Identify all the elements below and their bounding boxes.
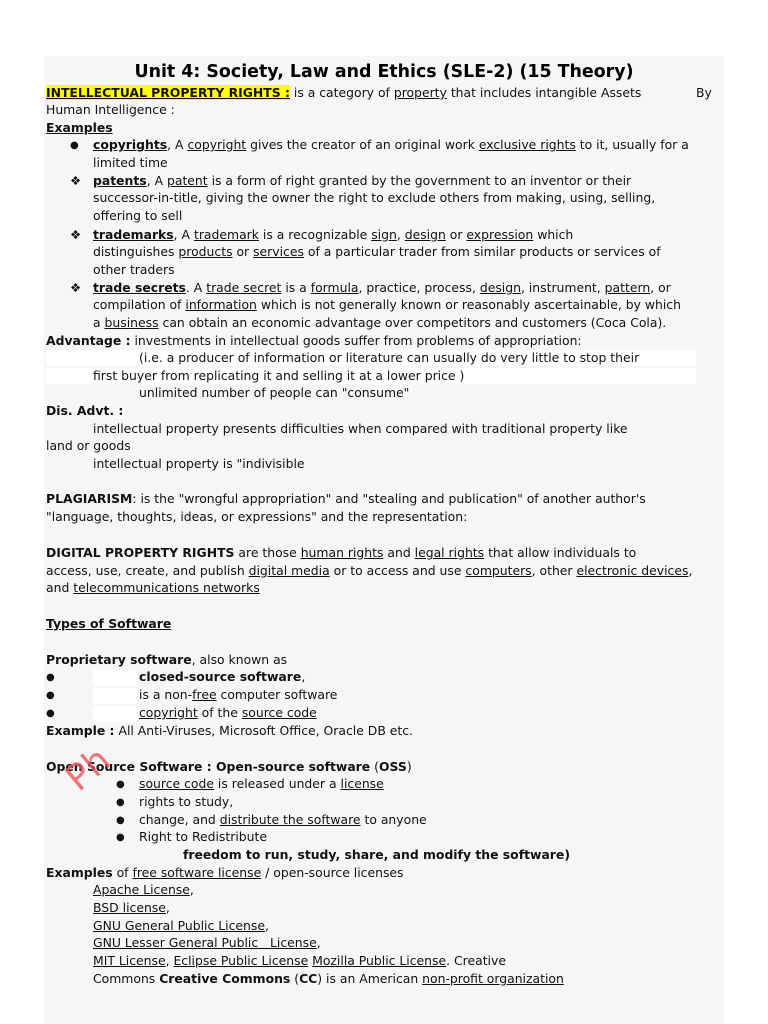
digital-media-link[interactable]: digital media (248, 563, 330, 578)
advantage-line-4: unlimited number of people can "consume" (139, 385, 410, 400)
disadvantage-line-1: intellectual property presents difficulties when compared with traditional property like (93, 421, 628, 436)
patents-line-3: offering to sell (93, 208, 183, 223)
patents-line-1: patents, A patent is a form of right granted by the government to an inventor or their (93, 173, 632, 188)
patents-line-2: successor-in-title, giving the owner the right to exclude others from making, using, selling, (93, 190, 656, 205)
business-link[interactable]: business (104, 315, 159, 330)
expression-link[interactable]: expression (466, 227, 534, 242)
disadvantage-label: Dis. Advt. : (46, 403, 124, 418)
disadvantage-line-3: intellectual property is "indivisible (93, 456, 305, 471)
highlight-band (93, 670, 137, 686)
disadvantage-line-2: land or goods (46, 438, 131, 453)
design-link[interactable]: design (479, 280, 521, 295)
free-software-license-link[interactable]: free software license (132, 865, 262, 880)
legal-rights-link[interactable]: legal rights (414, 545, 485, 560)
bullet-dot-icon: ● (116, 832, 125, 843)
bullet-dot-icon: ● (46, 690, 55, 701)
page-title: Unit 4: Society, Law and Ethics (SLE-2) (15 Theory) (134, 62, 634, 82)
bullet-diamond-icon: ❖ (70, 173, 82, 188)
tradesecrets-line-2: compilation of information which is not generally known or reasonably ascertainable, by which (93, 297, 681, 312)
bullet-dot-icon: ● (116, 779, 125, 790)
telecommunications-networks-link[interactable]: telecommunications networks (73, 580, 260, 595)
bullet-dot-icon: ● (70, 140, 79, 151)
exclusive-rights-link[interactable]: exclusive rights (478, 137, 576, 152)
patents-term[interactable]: patents (93, 173, 147, 188)
information-link[interactable]: information (185, 297, 257, 312)
proprietary-label: Proprietary software (46, 652, 192, 667)
gnu-lgpl-link[interactable]: GNU Lesser General Public License (93, 935, 317, 950)
oss-freedom: freedom to run, study, share, and modify the software) (183, 847, 570, 862)
oss-bullet-4: Right to Redistribute (139, 829, 267, 844)
license-item: BSD license, (93, 900, 170, 915)
mit-license-link[interactable]: MIT License (93, 953, 166, 968)
advantage-line-2: (i.e. a producer of information or literature can usually do very little to stop their (139, 350, 640, 365)
electronic-devices-link[interactable]: electronic devices (576, 563, 689, 578)
non-profit-organization-link[interactable]: non-profit organization (422, 971, 564, 986)
bullet-diamond-icon: ❖ (70, 227, 82, 242)
sign-link[interactable]: sign (371, 227, 397, 242)
gnu-gpl-link[interactable]: GNU General Public License (93, 918, 265, 933)
license-item: GNU General Public License, (93, 918, 269, 933)
ipr-by: By (696, 85, 712, 100)
plagiarism-line-1: PLAGIARISM: is the "wrongful appropriation" and "stealing and publication" of another author's (46, 491, 646, 506)
advantage-label: Advantage : (46, 333, 131, 348)
computers-link[interactable]: computers (465, 563, 532, 578)
bullet-dot-icon: ● (46, 708, 55, 719)
trade-secrets-term[interactable]: trade secrets (93, 280, 186, 295)
proprietary-bullet-3: copyright of the source code (139, 705, 317, 720)
copyright-link[interactable]: copyright (139, 705, 198, 720)
source-code-link[interactable]: source code (139, 776, 214, 791)
trademark-link[interactable]: trademark (193, 227, 259, 242)
oss-line-1: Open Source Software : Open-source software (OSS) (46, 759, 412, 774)
copyright-link[interactable]: copyright (187, 137, 247, 152)
source-code-link[interactable]: source code (241, 705, 317, 720)
tradesecrets-line-3: a business can obtain an economic advantage over competitors and customers (Coca Cola). (93, 315, 667, 330)
apache-license-link[interactable]: Apache License (93, 882, 190, 897)
dpr-line-2: access, use, create, and publish digital media or to access and use computers, other electronic devices, (46, 563, 693, 578)
mozilla-license-link[interactable]: Mozilla Public License (312, 953, 447, 968)
property-link[interactable]: property (393, 85, 447, 100)
examples-heading: Examples (46, 120, 113, 135)
dpr-line-1: DIGITAL PROPERTY RIGHTS are those human rights and legal rights that allow individuals to (46, 545, 637, 560)
oss-bullet-2: rights to study, (139, 794, 234, 809)
oss-bullet-3: change, and distribute the software to anyone (139, 812, 427, 827)
oss-label: Open Source Software : Open-source software (46, 759, 371, 774)
copyrights-term[interactable]: copyrights (93, 137, 168, 152)
trademarks-line-3: other traders (93, 262, 175, 277)
oss-examples-line: Examples of free software license / open-source licenses (46, 865, 404, 880)
design-link[interactable]: design (404, 227, 446, 242)
ipr-heading: INTELLECTUAL PROPERTY RIGHTS : (46, 85, 290, 100)
license-link[interactable]: license (340, 776, 384, 791)
dpr-label: DIGITAL PROPERTY RIGHTS (46, 545, 235, 560)
bullet-diamond-icon: ❖ (70, 280, 82, 295)
trade-secret-link[interactable]: trade secret (206, 280, 282, 295)
stamp-watermark: Ph (58, 739, 119, 800)
bullet-dot-icon: ● (46, 672, 55, 683)
plagiarism-line-2: "language, thoughts, ideas, or expressions" and the representation: (46, 509, 468, 524)
types-of-software-heading: Types of Software (46, 616, 172, 631)
eclipse-license-link[interactable]: Eclipse Public License (173, 953, 309, 968)
bullet-dot-icon: ● (116, 815, 125, 826)
patent-link[interactable]: patent (166, 173, 208, 188)
creative-commons-line: Commons Creative Commons (CC) is an American non-profit organization (93, 971, 564, 986)
oss-bullet-1: source code is released under a license (139, 776, 384, 791)
plagiarism-label: PLAGIARISM (46, 491, 133, 506)
tradesecrets-line-1: trade secrets. A trade secret is a formula, practice, process, design, instrument, pattern, or (93, 280, 671, 295)
copyrights-line-2: limited time (93, 155, 168, 170)
bsd-license-link[interactable]: BSD license (93, 900, 166, 915)
human-rights-link[interactable]: human rights (300, 545, 384, 560)
trademarks-term[interactable]: trademarks (93, 227, 174, 242)
advantage-line-3: first buyer from replicating it and selling it at a lower price ) (93, 368, 465, 383)
proprietary-example: Example : All Anti-Viruses, Microsoft Office, Oracle DB etc. (46, 723, 413, 738)
proprietary-line-1: Proprietary software, also known as (46, 652, 288, 667)
highlight-band (93, 688, 137, 704)
ipr-line-2: Human Intelligence : (46, 102, 175, 117)
ipr-line-1: INTELLECTUAL PROPERTY RIGHTS : is a category of property that includes intangible Assets (46, 85, 642, 100)
highlight-band (93, 706, 137, 722)
distribute-the-software-link[interactable]: distribute the software (219, 812, 361, 827)
services-link[interactable]: services (253, 244, 304, 259)
proprietary-bullet-2: is a non-free computer software (139, 687, 338, 702)
advantage-line-1: Advantage : investments in intellectual goods suffer from problems of appropriation: (46, 333, 582, 348)
proprietary-bullet-1: closed-source software, (139, 669, 306, 684)
products-link[interactable]: products (178, 244, 233, 259)
license-item: GNU Lesser General Public License, (93, 935, 321, 950)
bullet-dot-icon: ● (116, 797, 125, 808)
free-link[interactable]: free (192, 687, 217, 702)
license-item: Apache License, (93, 882, 194, 897)
trademarks-line-2: distinguishes products or services of a particular trader from similar products or services of (93, 244, 661, 259)
formula-link[interactable]: formula (310, 280, 359, 295)
dpr-line-3: and telecommunications networks (46, 580, 260, 595)
copyrights-line-1: copyrights, A copyright gives the creator of an original work exclusive rights to it, usually for a (93, 137, 689, 152)
license-item: MIT License, Eclipse Public License Mozilla Public License. Creative (93, 953, 506, 968)
pattern-link[interactable]: pattern (604, 280, 651, 295)
trademarks-line-1: trademarks, A trademark is a recognizable sign, design or expression which (93, 227, 574, 242)
